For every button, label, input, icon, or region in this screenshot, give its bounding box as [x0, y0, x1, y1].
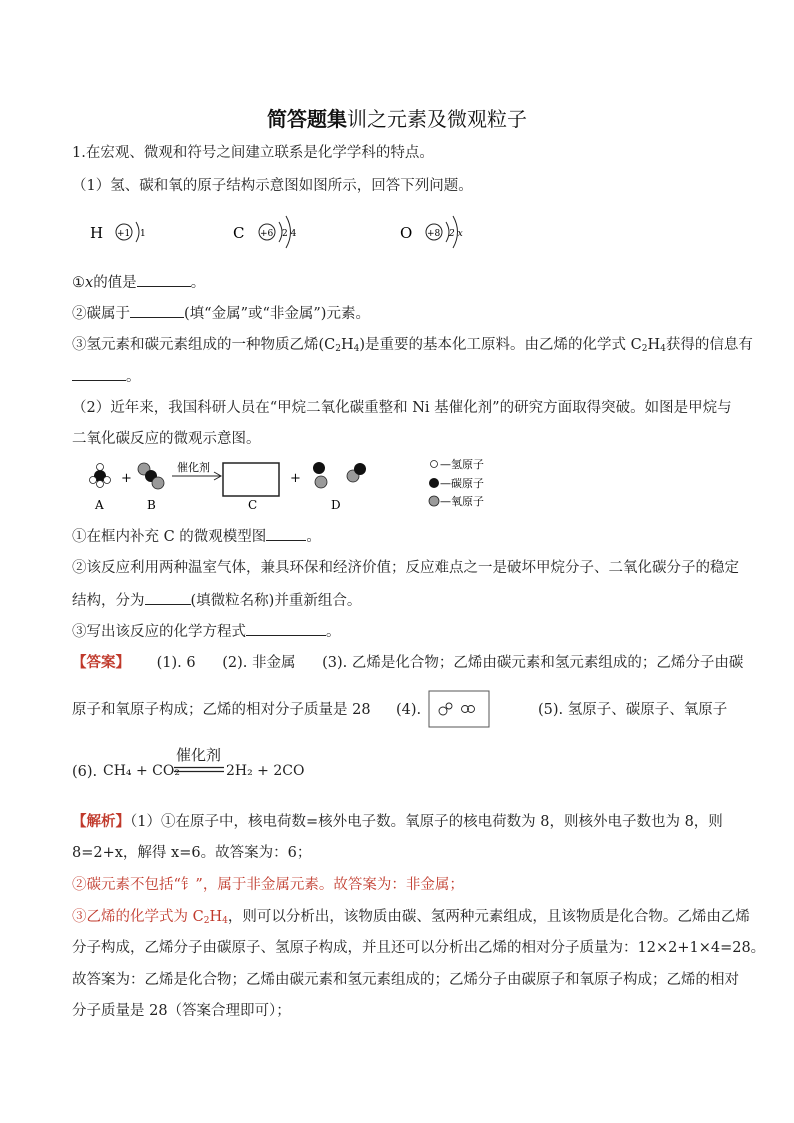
electron-shells: 2 x	[449, 229, 463, 239]
nucleus-charge: +8	[427, 229, 441, 239]
atom-symbol: C	[233, 224, 245, 242]
label-a: A	[95, 498, 104, 512]
legend-oxygen-swatch	[429, 496, 439, 506]
answer-4-label: (4).	[396, 702, 422, 718]
analysis-line-4: ③乙烯的化学式为 $C_2H_4$，则可以分析出，该物质由碳、氢两种元素组成，且该物质是化合物。乙烯由乙烯	[72, 909, 750, 926]
equation-right: 2H₂ + 2CO	[226, 763, 305, 779]
page-title: 简答题集训之元素及微观粒子	[267, 107, 527, 131]
part2-sub-question-2-line2: 结构，分为 (填微粒名称)并重新组合。	[72, 590, 361, 611]
sub-question-3-blank-line: 。	[72, 366, 141, 387]
atom-symbol: O	[400, 224, 413, 242]
part1-prompt: （1）氢、碳和氧的原子结构示意图如图所示，回答下列问题。	[72, 178, 473, 194]
answer-blank[interactable]	[72, 366, 126, 381]
legend-carbon-swatch	[429, 478, 439, 488]
label-b: B	[147, 498, 156, 512]
sub-question-3: ③氢元素和碳元素组成的一种物质乙烯$(C_2H_4)$是重要的基本化工原料。由乙烯的化学式 $C_2H_4$获得的信息有	[72, 337, 753, 354]
label-c: C	[248, 498, 258, 512]
plus-sign: +	[290, 471, 301, 486]
reaction-micro-diagram	[84, 456, 514, 514]
empty-frame-c[interactable]	[223, 463, 279, 496]
nucleus-charge: +6	[260, 229, 274, 239]
answer-tag: 【答案】	[72, 654, 130, 671]
answer-6-label: (6).	[72, 764, 98, 780]
catalyst-label: 催化剂	[177, 461, 210, 474]
answer-blank[interactable]	[145, 590, 191, 605]
analysis-line-6: 故答案为：乙烯是化合物；乙烯由碳元素和氢元素组成的；乙烯分子由碳原子和氧原子构成；乙烯的相对	[72, 972, 739, 988]
part2-sub-question-3: ③写出该反应的化学方程式 。	[72, 621, 341, 642]
equation-left: CH₄ + CO₂	[103, 763, 180, 779]
answer-line-2: 原子和氧原子构成；乙烯的相对分子质量是 28	[72, 702, 371, 718]
answer-blank[interactable]	[130, 303, 184, 318]
equation-catalyst: 催化剂	[176, 746, 222, 764]
question-intro: 1.在宏观、微观和符号之间建立联系是化学学科的特点。	[72, 145, 434, 161]
analysis-line-2: 8=2+x，解得 x=6。故答案为：6；	[72, 845, 312, 861]
legend-carbon: —碳原子	[440, 477, 484, 490]
carbon-atom-diagram	[233, 216, 297, 248]
answer-5: (5). 氢原子、碳原子、氧原子	[538, 702, 728, 718]
nucleus-charge: +1	[117, 229, 131, 239]
legend-oxygen: —氧原子	[440, 495, 484, 508]
legend	[429, 457, 484, 508]
answer-4-model-box	[428, 690, 490, 728]
sub-question-1: ①x的值是 。	[72, 272, 205, 293]
molecule-b-carbon-dioxide	[138, 463, 164, 489]
molecule-d-carbon-monoxide	[313, 462, 366, 488]
analysis-line-3: ②碳元素不包括“钅”，属于非金属元素。故答案为：非金属；	[72, 877, 464, 893]
molecule-a-methane	[90, 464, 111, 488]
part2-sub-question-1: ①在框内补充 C 的微观模型图 。	[72, 526, 321, 547]
hydrogen-atom-diagram	[90, 222, 146, 242]
answer-line-1: 【答案】 (1). 6 (2). 非金属 (3). 乙烯是化合物；乙烯由碳元素和氢元素组成的；乙烯分子由碳	[72, 654, 744, 671]
sub-question-2: ②碳属于 (填“金属”或“非金属”)元素。	[72, 303, 370, 324]
analysis-line-7: 分子质量是 28（答案合理即可）；	[72, 1003, 291, 1019]
legend-hydrogen: —氢原子	[440, 458, 484, 471]
oxygen-atom-diagram	[400, 216, 463, 248]
answer-blank[interactable]	[266, 526, 306, 541]
legend-hydrogen-swatch	[431, 461, 438, 468]
analysis-line-1: 【解析】（1）①在原子中，核电荷数=核外电子数。氧原子的核电荷数为 8，则核外电子数也为 8，则	[72, 813, 723, 830]
analysis-line-5: 分子构成，乙烯分子由碳原子、氢原子构成，并且还可以分析出乙烯的相对分子质量为：12×2+1×4=28。	[72, 940, 766, 956]
equation-equals-sign	[174, 766, 226, 774]
answer-blank[interactable]	[246, 621, 326, 636]
electron-shells: 2 4	[282, 229, 297, 239]
atom-symbol: H	[90, 224, 104, 242]
analysis-tag: 【解析】	[72, 813, 130, 830]
atom-structure-diagrams	[80, 210, 500, 254]
answer-blank[interactable]	[137, 272, 191, 287]
part2-sub-question-2-line1: ②该反应利用两种温室气体，兼具环保和经济价值；反应难点之一是破坏甲烷分子、二氧化碳分子的稳定	[72, 560, 739, 576]
part2-prompt-line2: 二氧化碳反应的微观示意图。	[72, 431, 261, 447]
label-d: D	[331, 498, 341, 512]
plus-sign: +	[121, 471, 132, 486]
part2-prompt-line1: （2）近年来，我国科研人员在“甲烷二氧化碳重整和 Ni 基催化剂”的研究方面取得突破。如图是甲烷与	[72, 400, 732, 416]
electron-shells: 1	[140, 229, 146, 239]
